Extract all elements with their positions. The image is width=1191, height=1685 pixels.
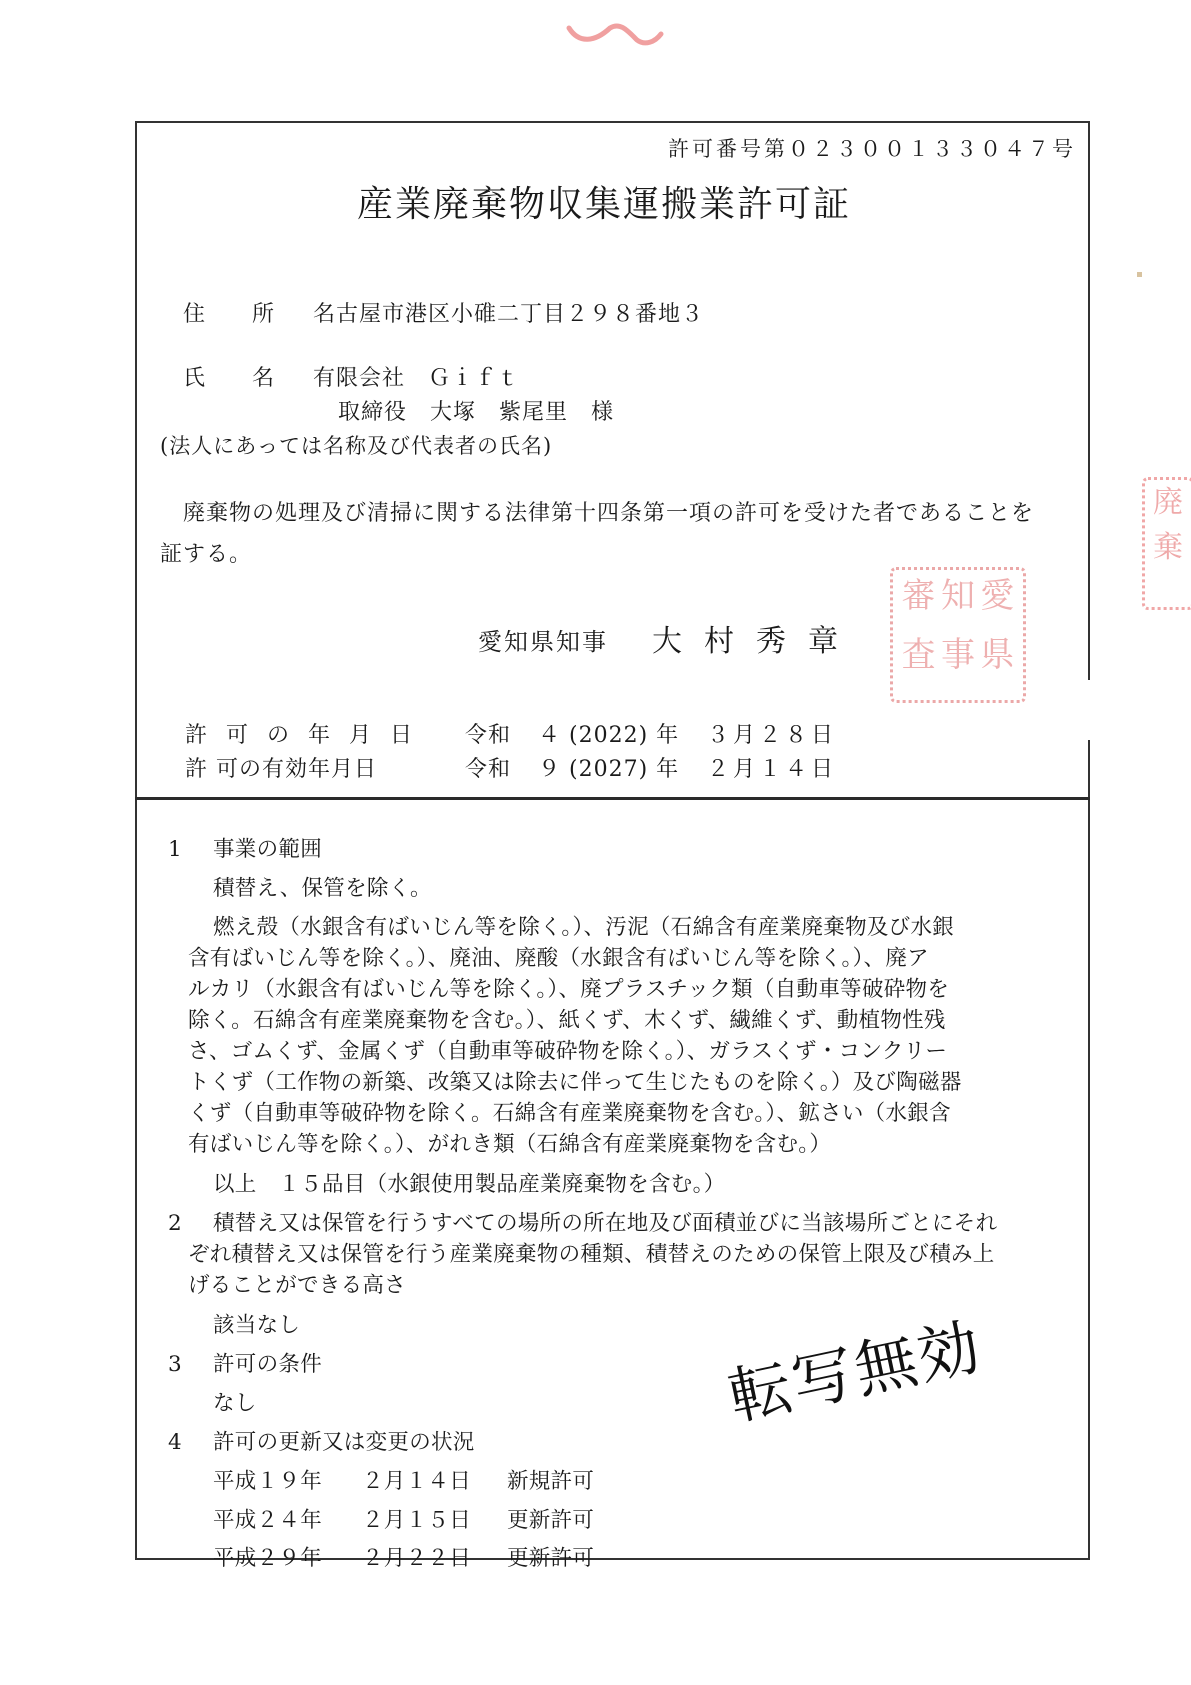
section-1-heading: 事業の範囲 [213,837,323,862]
side-seal-stamp: 廃 棄 [1142,477,1191,610]
permit-number-value: ０２３００１３３０４７ [788,137,1052,161]
section-1-total: 以上 １５品目（水銀使用製品産業廃棄物を含む。） [213,1172,726,1197]
section-2-number: 2 [168,1211,182,1236]
items-line: ルカリ（水銀含有ばいじん等を除く。）、廃プラスチック類（自動車等破砕物を [188,977,950,1002]
permit-date-era: 令和 [465,723,512,748]
section-3-heading: 許可の条件 [213,1352,323,1377]
section-2-heading-cont: ぞれ積替え又は保管を行う産業廃棄物の種類、積替えのための保管上限及び積み上 [188,1242,995,1267]
items-line: さ、ゴムくず、金属くず（自動車等破砕物を除く。）、ガラスくず・コンクリー [188,1039,948,1064]
name-note: (法人にあっては名称及び代表者の氏名) [160,434,553,458]
history-type: 新規許可 [507,1469,595,1494]
name-label: 氏 名 [183,366,276,391]
history-year: 平成１９年 [213,1469,323,1494]
permit-date-day: ３月２８日 [707,723,838,748]
items-line: 除く。石綿含有産業廃棄物を含む。）、紙くず、木くず、繊維くず、動植物性残 [188,1008,946,1033]
section-2-heading: 積替え又は保管を行うすべての場所の所在地及び面積並びに当該場所ごとにそれ [213,1211,998,1236]
permit-date-year: ４ (2022) 年 [538,723,680,748]
section-4-heading: 許可の更新又は変更の状況 [213,1430,475,1455]
expiry-date-day: ２月１４日 [707,757,838,782]
history-date: ２月２２日 [362,1546,472,1571]
history-date: ２月１５日 [362,1508,472,1533]
frame-gap [1086,680,1094,740]
certificate-title: 産業廃棄物収集運搬業許可証 [357,184,852,225]
address-value: 名古屋市港区小碓二丁目２９８番地３ [313,302,705,327]
section-2-heading-cont: げることができる高さ [188,1273,407,1298]
company-name: 有限会社 Ｇｉｆｔ [313,366,521,391]
stamp-fragment-mark [565,20,665,50]
items-line: 燃え殻（水銀含有ばいじん等を除く。）、汚泥（石綿含有産業廃棄物及び水銀 [213,915,955,940]
certification-text: 廃棄物の処理及び清掃に関する法律第十四条第一項の許可を受けた者であることを [183,501,1035,526]
certification-text-cont: 証する。 [160,542,253,567]
items-line: 含有ばいじん等を除く。）、廃油、廃酸（水銀含有ばいじん等を除く。）、廃ア [188,946,929,971]
section-divider [135,797,1090,800]
items-line: トくず（工作物の新築、改築又は除去に伴って生じたものを除く。）及び陶磁器 [188,1070,962,1095]
address-label: 住 所 [183,302,276,327]
permit-number-suffix: 号 [1052,137,1076,161]
issuer-title: 愛知県知事 [478,628,608,656]
history-year: 平成２９年 [213,1546,323,1571]
representative-name: 取締役 大塚 紫尾里 様 [338,400,615,425]
scan-speck [1137,272,1142,277]
permit-number [668,133,1076,163]
governor-seal-stamp: 審 知 愛 査 事 県 [890,567,1026,703]
history-type: 更新許可 [507,1546,595,1571]
items-line: くず（自動車等破砕物を除く。石綿含有産業廃棄物を含む。）、鉱さい（水銀含 [188,1101,951,1126]
section-4-number: 4 [168,1430,182,1455]
issuer-name: 大村秀章 [652,624,860,659]
expiry-date-era: 令和 [465,757,512,782]
items-line: 有ばいじん等を除く。）、がれき類（石綿含有産業廃棄物を含む。） [188,1132,832,1157]
history-type: 更新許可 [507,1508,595,1533]
history-date: ２月１４日 [362,1469,472,1494]
expiry-date-label: 許 可の有効年月日 [185,757,377,782]
section-3-number: 3 [168,1352,182,1377]
section-1-number: 1 [168,837,182,862]
permit-number-label: 許可番号第 [668,137,788,161]
section-1-note: 積替え、保管を除く。 [213,876,432,901]
expiry-date-year: ９ (2027) 年 [538,757,680,782]
permit-date-label: 許 可 の 年 月 日 [185,723,418,748]
section-2-value: 該当なし [213,1313,301,1338]
history-year: 平成２４年 [213,1508,323,1533]
copy-invalid-watermark: 転写無効 [722,1309,989,1435]
section-3-value: なし [213,1391,257,1416]
